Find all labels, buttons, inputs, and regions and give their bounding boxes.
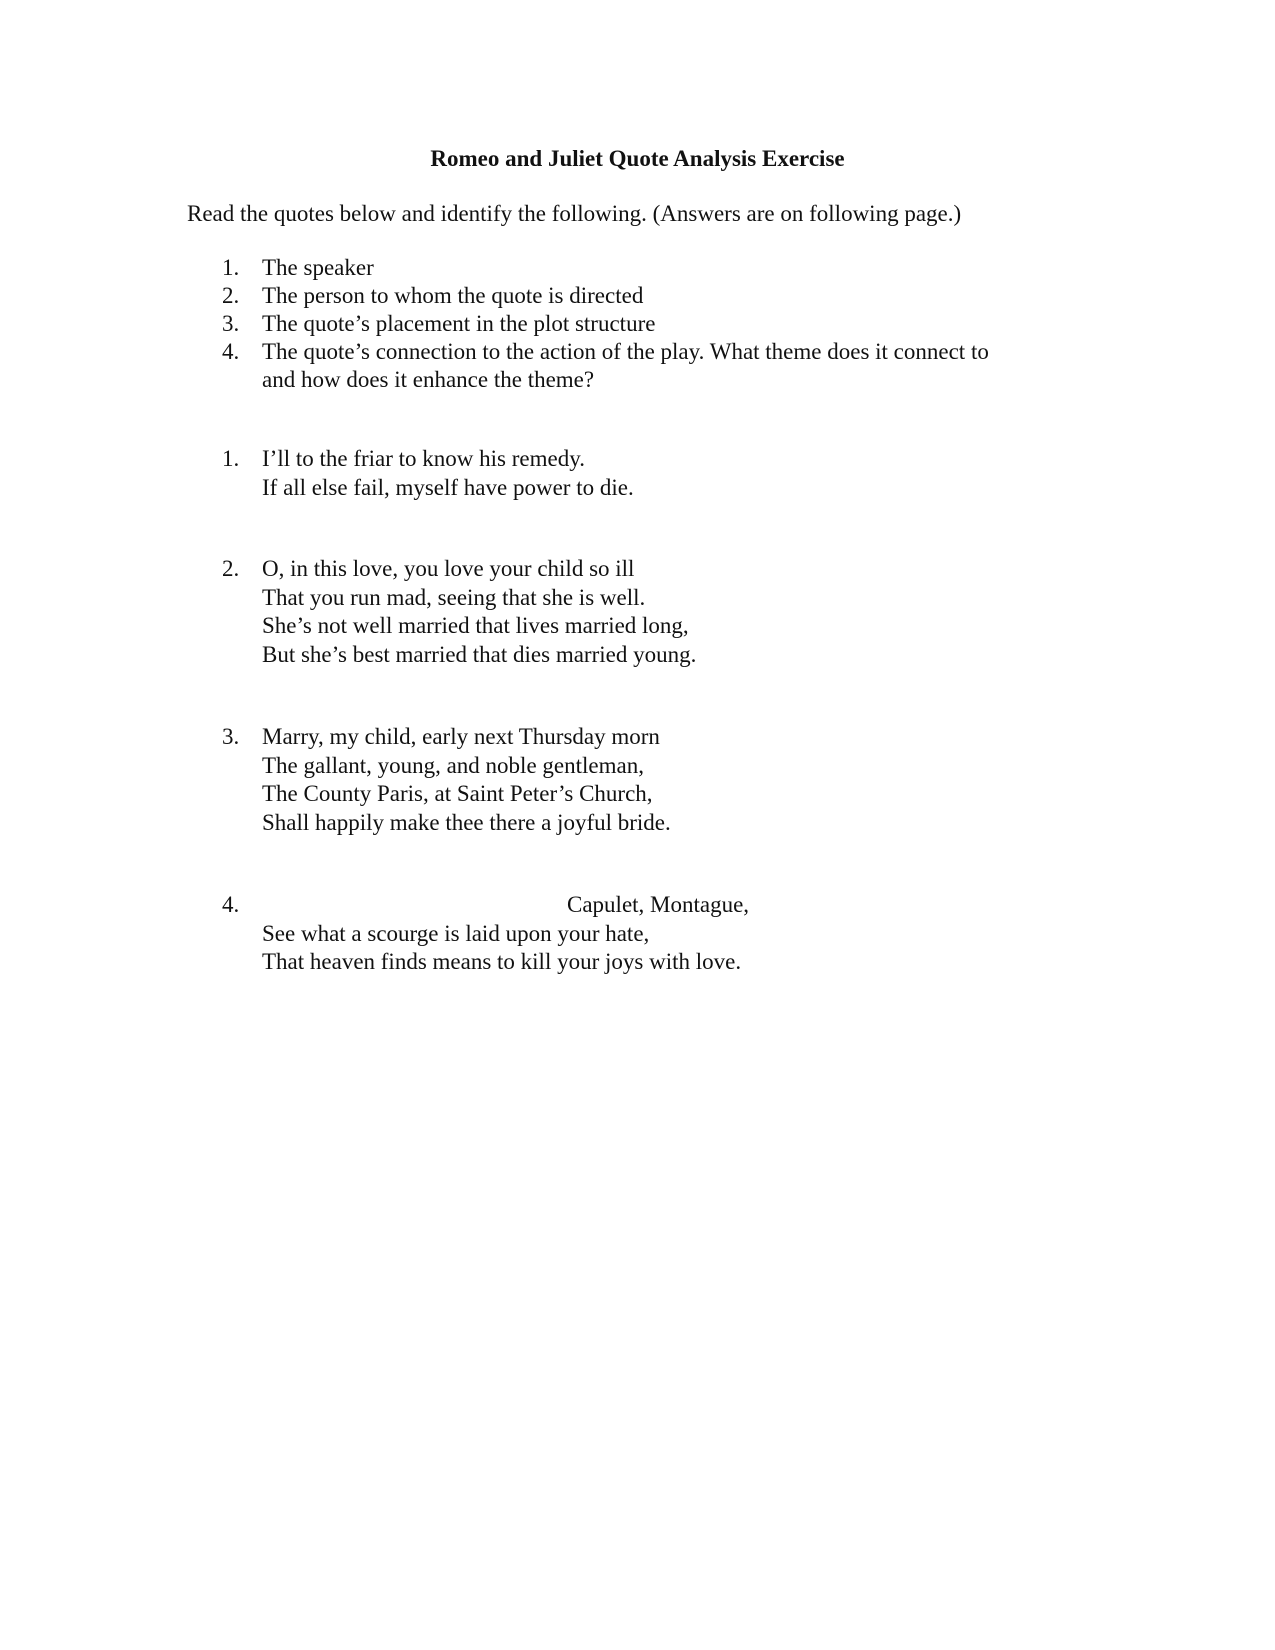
quote-number: 2. bbox=[222, 556, 240, 581]
quote-line: Marry, my child, early next Thursday morn bbox=[262, 724, 660, 749]
quote-line: I’ll to the friar to know his remedy. bbox=[262, 446, 585, 471]
quote-line: She’s not well married that lives married long, bbox=[262, 613, 689, 638]
quote-line: O, in this love, you love your child so ill bbox=[262, 556, 635, 581]
criteria-text-line: and how does it enhance the theme? bbox=[262, 367, 595, 392]
criteria-text bbox=[262, 338, 989, 394]
quote-line: If all else fail, myself have power to die. bbox=[262, 474, 634, 500]
quote-lines bbox=[262, 555, 696, 669]
quote-line: The gallant, young, and noble gentleman, bbox=[262, 752, 644, 778]
criteria-item bbox=[0, 310, 1275, 338]
quote-line: Capulet, Montague, bbox=[567, 892, 750, 917]
criteria-item bbox=[0, 254, 1275, 282]
criteria-number: 1. bbox=[222, 255, 240, 280]
criteria-list bbox=[0, 254, 1275, 394]
quote-line: The County Paris, at Saint Peter’s Church, bbox=[262, 781, 653, 806]
quote-number: 3. bbox=[222, 724, 240, 749]
quote-number: 4. bbox=[222, 892, 240, 917]
quote-number: 1. bbox=[222, 446, 240, 471]
criteria-item bbox=[0, 282, 1275, 310]
quote-line: Shall happily make thee there a joyful bride. bbox=[262, 809, 671, 835]
quote-line: That you run mad, seeing that she is well. bbox=[262, 584, 646, 610]
quote-line: See what a scourge is laid upon your hate, bbox=[262, 920, 650, 946]
criteria-text: The quote’s placement in the plot structure bbox=[262, 311, 656, 336]
quote-lines bbox=[262, 723, 671, 837]
quote-line: That heaven finds means to kill your joys with love. bbox=[262, 949, 742, 974]
quote-line: But she’s best married that dies married young. bbox=[262, 641, 697, 667]
quote-lines bbox=[262, 445, 634, 502]
page-title: Romeo and Juliet Quote Analysis Exercise bbox=[430, 146, 845, 171]
criteria-text-line: The quote’s connection to the action of the play. What theme does it connect to bbox=[262, 339, 989, 364]
criteria-text: The person to whom the quote is directed bbox=[262, 283, 644, 308]
criteria-number: 2. bbox=[222, 283, 240, 308]
quote-lines bbox=[262, 920, 741, 977]
criteria-item bbox=[0, 338, 1275, 394]
criteria-text: The speaker bbox=[262, 255, 374, 280]
criteria-number: 4. bbox=[222, 339, 240, 364]
criteria-number: 3. bbox=[222, 311, 240, 336]
instructions: Read the quotes below and identify the following. (Answers are on following page.) bbox=[187, 201, 962, 226]
